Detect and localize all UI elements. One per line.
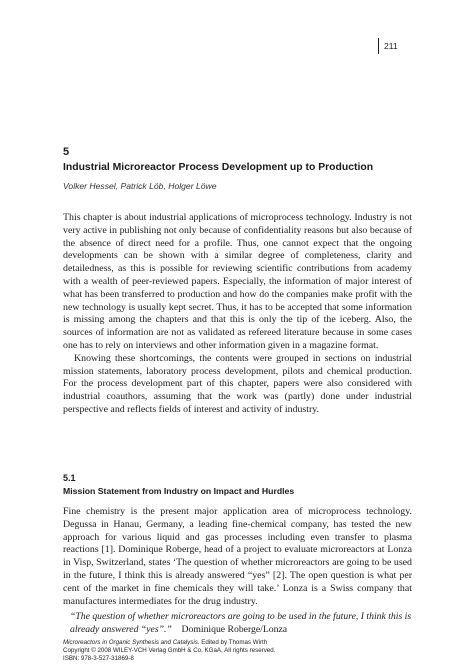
section-title: Mission Statement from Industry on Impact and Hurdles [63,486,295,496]
chapter-title: Industrial Microreactor Process Development up to Production [63,162,374,173]
footer-isbn: ISBN: 978-3-527-31869-8 [63,655,134,663]
footer-editor: Edited by Thomas Wirth [201,639,268,646]
epigraph-quote [70,611,412,636]
quote-author: Dominique Roberge/Lonza [181,623,288,635]
chapter-authors: Volker Hessel, Patrick Löb, Holger Löwe [63,181,217,191]
footer-copyright: Copyright © 2008 WILEY-VCH Verlag GmbH & Co. KGaA, All rights reserved. [63,647,276,655]
page-number [378,38,398,54]
footer-book-line [63,639,412,647]
intro-text [63,212,412,417]
section-text [63,506,412,608]
intro-paragraph: This chapter is about industrial applications of microprocess technology. Industry is not very active in publishing not only because of confidentiality reasons but also because of the absence of direct need for a profile. Thus, one cannot expect that the ongoing developments can be shown with a similar degree of completeness, clarity and detailedness, as this is possible for reviewing scientific contributions from academy with a wealth of peer-reviewed papers. Especially, the information of major interest of what has been transferred to production and how do the companies make profit with the new technology is usually kept secret. Thus, it has to be accepted that some information is missing among the chapters and that this is only the tip of the iceberg. Also, the sources of information are not as validated as refereed literature because in some cases one has to rely on interviews and other information given in a magazine format. [63,212,412,351]
page-number-text: 211 [384,41,398,51]
page-footer [63,639,412,664]
section-number: 5.1 [63,473,76,483]
intro-paragraph: Knowing these shortcomings, the contents were grouped in sections on industrial mission statements, laboratory process development, pilots and chemical production. For the process development part of this chapter, papers were also considered with industrial coauthors, assuming that the work was (partly) done under industrial perspective and reflects fields of interest and activity of industry. [63,352,412,415]
chapter-number: 5 [63,146,70,158]
quote-text: “The question of whether microreactors are going to be used in the future, I think this is already answered “yes”.” [70,611,412,635]
section-paragraph: Fine chemistry is the present major application area of microprocess technology. Degussa in Hanau, Germany, a leading fine-chemical company, has tested the new approach for various liquid and gas processes including even transfer to plasma reactions [1]. Dominique Roberge, head of a project to evaluate microreactors at Lonza in Visp, Switzerland, states ‘The question of whether microreactors are going to be used in the future, I think this is already answered “yes” [2]. The open question is what per cent of the market in fine chemicals they will take.’ Lonza is a Swiss company that manufactures intermediates for the drug industry. [63,506,412,607]
footer-book-title: Microreactors in Organic Synthesis and Catalysis. [63,639,200,646]
